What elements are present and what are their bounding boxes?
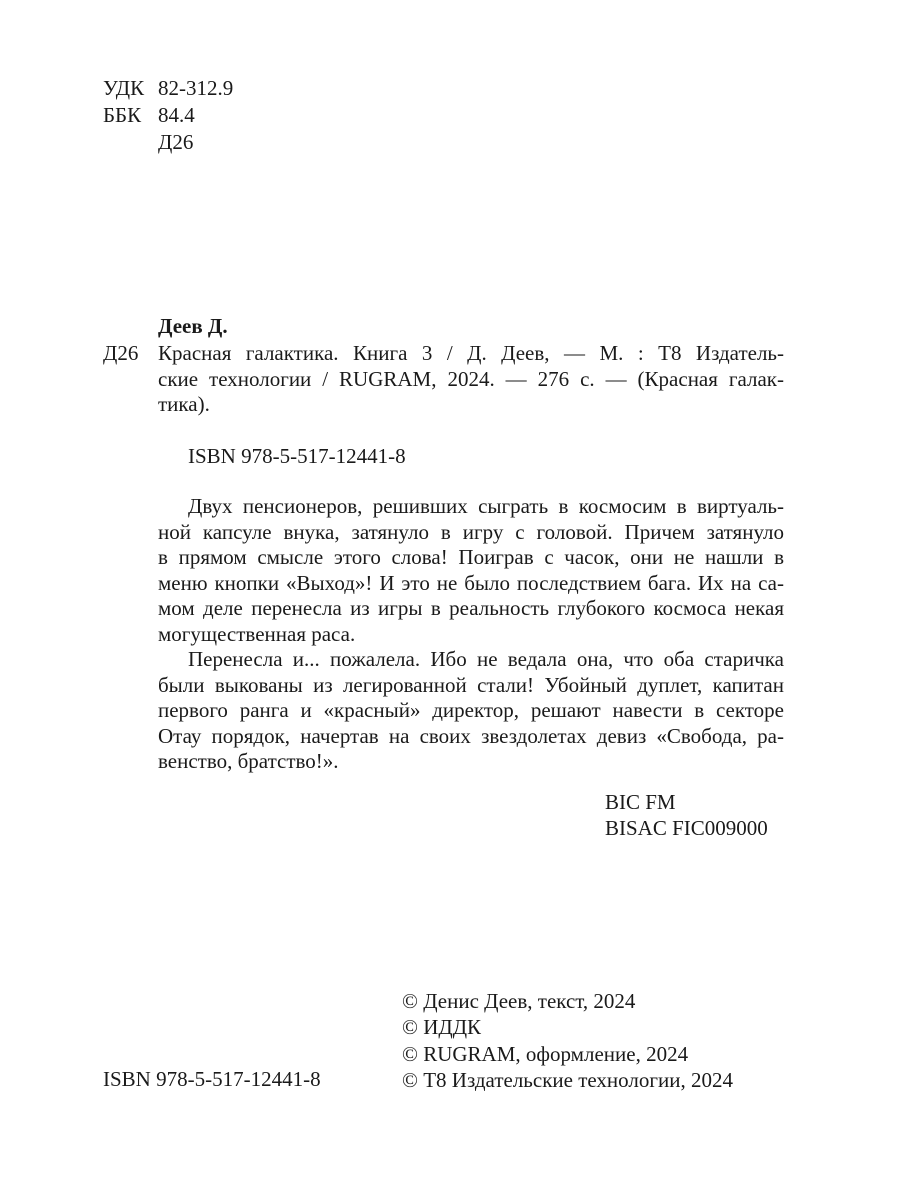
bisac-code: BISAC FIC009000 bbox=[605, 816, 768, 840]
annotation-line: в прямом смысле этого слова! Поиграв с часок, они не нашли в bbox=[158, 545, 784, 569]
copyright-line: © Т8 Издательские технологии, 2024 bbox=[402, 1067, 733, 1092]
catalog-author: Деев Д. bbox=[158, 314, 228, 338]
catalog-isbn: ISBN 978-5-517-12441-8 bbox=[188, 444, 406, 468]
annotation-line: первого ранга и «красный» директор, решают навести в секторе bbox=[158, 698, 784, 722]
copyright-line: © ИДДК bbox=[402, 1015, 482, 1040]
copyright-block bbox=[402, 988, 733, 1093]
annotation-line: ной капсуле внука, затянуло в игру с головой. Причем затянуло bbox=[158, 519, 784, 544]
annotation bbox=[158, 494, 784, 775]
bic-code: BIC FM bbox=[605, 790, 676, 814]
bbk-value: 84.4 bbox=[158, 103, 195, 127]
author-mark: Д26 bbox=[158, 130, 194, 154]
annotation-line: венство, братство!». bbox=[158, 749, 339, 773]
subject-codes bbox=[605, 789, 768, 841]
udk-value: 82-312.9 bbox=[158, 76, 234, 100]
bibliographic-description bbox=[158, 341, 784, 418]
copyright-line: © Денис Деев, текст, 2024 bbox=[402, 989, 636, 1013]
annotation-line: Перенесла и... пожалела. Ибо не ведала она, что оба старичка bbox=[188, 647, 784, 671]
annotation-line: могущественная раса. bbox=[158, 621, 356, 646]
udk-label: УДК bbox=[103, 76, 145, 100]
biblio-line: ские технологии / RUGRAM, 2024. — 276 с. — (Красная галак- bbox=[158, 366, 784, 391]
catalog-author-mark: Д26 bbox=[103, 341, 139, 365]
annotation-line: Двух пенсионеров, решивших сыграть в космосим в виртуаль- bbox=[188, 494, 784, 518]
annotation-line: были выкованы из легированной стали! Убойный дуплет, капитан bbox=[158, 672, 784, 697]
copyright-line: © RUGRAM, оформление, 2024 bbox=[402, 1041, 689, 1066]
annotation-line: Отау порядок, начертав на своих звездолетах девиз «Свобода, ра- bbox=[158, 723, 784, 748]
footer-isbn: ISBN 978-5-517-12441-8 bbox=[103, 1067, 321, 1091]
bbk-label: ББК bbox=[103, 103, 142, 127]
annotation-line: мом деле перенесла из игры в реальность глубокого космоса некая bbox=[158, 596, 784, 620]
biblio-line: тика). bbox=[158, 392, 210, 416]
annotation-line: меню кнопки «Выход»! И это не было последствием бага. Их на са- bbox=[158, 570, 784, 595]
biblio-line: Красная галактика. Книга 3 / Д. Деев, — М. : Т8 Издатель- bbox=[158, 341, 784, 365]
